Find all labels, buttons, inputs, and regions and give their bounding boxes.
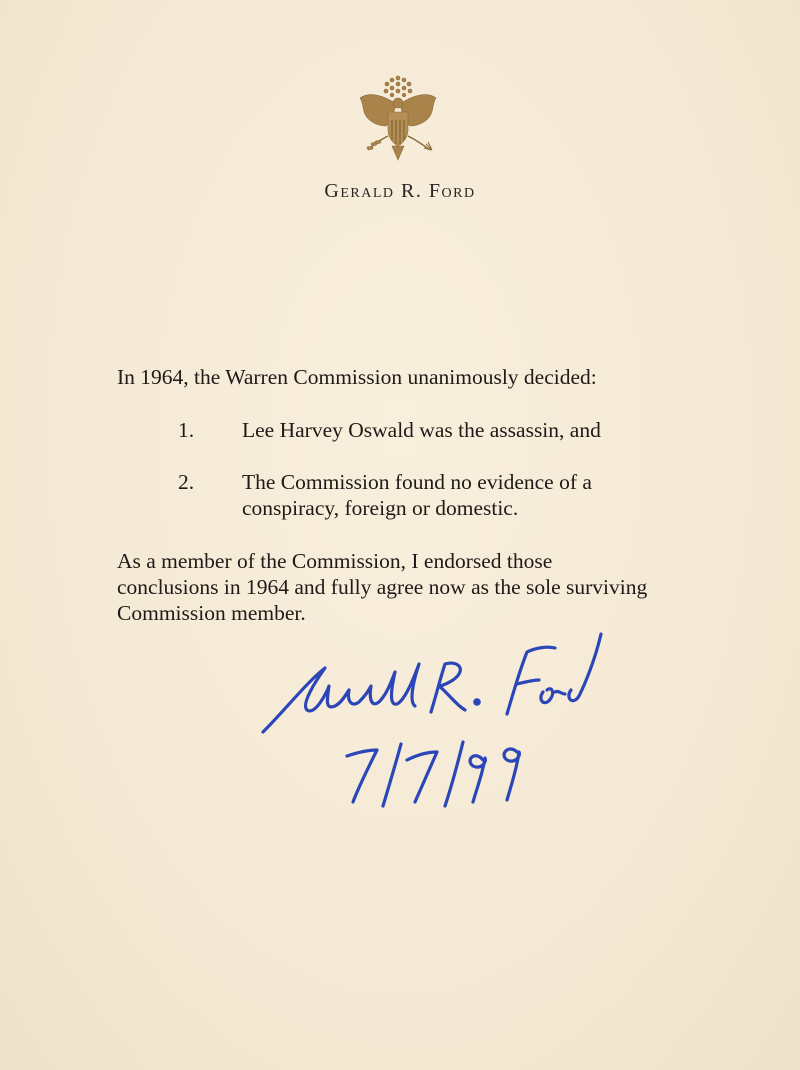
letterhead-name: Gerald R. Ford <box>324 180 476 202</box>
presidential-eagle-seal-icon <box>352 70 444 166</box>
list-item-text: Lee Harvey Oswald was the assassin, and <box>242 418 601 442</box>
closing-paragraph: As a member of the Commission, I endorsed those conclusions in 1964 and fully agree now as the sole surviving Commission member. <box>117 549 648 625</box>
list-item-number: 2. <box>178 470 195 494</box>
intro-paragraph: In 1964, the Warren Commission unanimously decided: <box>117 365 597 389</box>
list-item-text: The Commission found no evidence of a conspiracy, foreign or domestic. <box>242 470 592 520</box>
list-item-number: 1. <box>178 418 195 442</box>
handwritten-signature <box>255 620 655 820</box>
